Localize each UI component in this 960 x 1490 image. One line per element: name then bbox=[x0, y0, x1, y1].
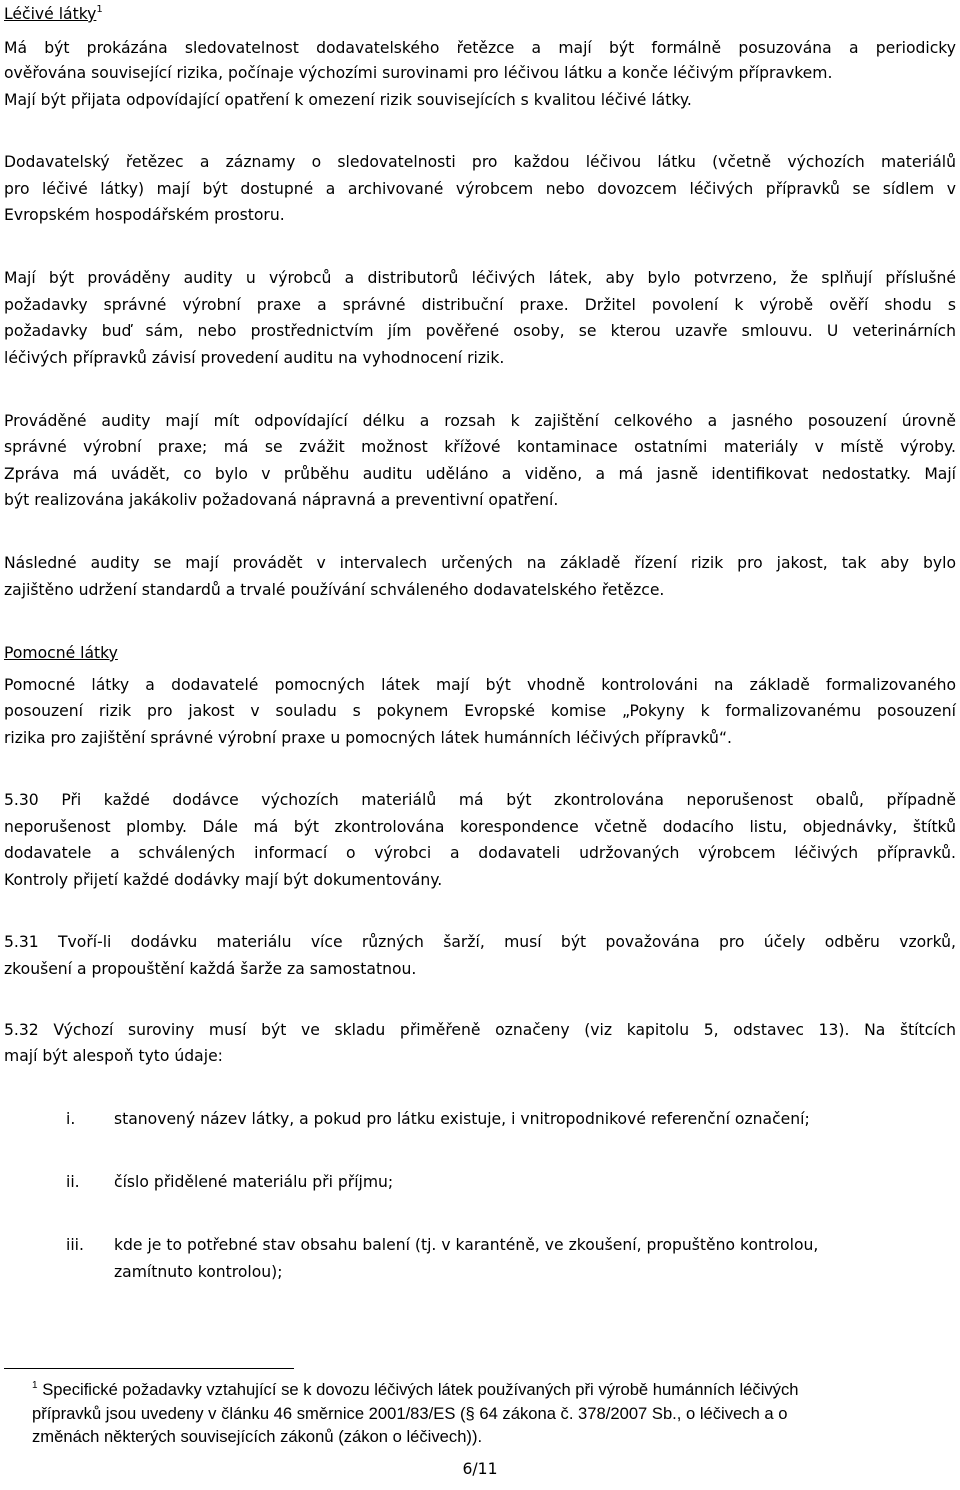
list-item-number: iii. bbox=[66, 1236, 84, 1254]
paragraph-line: Pomocné látky a dodavatelé pomocných látek mají být vhodně kontrolováni na základě formalizovaného bbox=[4, 676, 956, 694]
paragraph-line: být realizována jakákoliv požadovaná nápravná a preventivní opatření. bbox=[4, 491, 559, 509]
clause-5-32-line: mají být alespoň tyto údaje: bbox=[4, 1047, 223, 1065]
section-heading-active-substances bbox=[4, 4, 956, 24]
footnote-line: změnách některých souvisejících zákonů (zákon o léčivech)). bbox=[32, 1427, 483, 1446]
list-item-text: zamítnuto kontrolou); bbox=[114, 1263, 283, 1281]
page-number: 6/11 bbox=[462, 1460, 498, 1478]
clause-5-31-line: 5.31 Tvoří-li dodávku materiálu více různých šarží, musí být považována pro účely odběru vzorků, bbox=[4, 933, 956, 951]
clause-5-30-line: dodavatele a schválených informací o výrobci a dodavateli udržovaných výrobcem léčivých přípravků. bbox=[4, 844, 956, 862]
paragraph-line: Zpráva má uvádět, co bylo v průběhu auditu uděláno a viděno, a má jasně identifikovat nedostatky. Mají bbox=[4, 465, 956, 483]
paragraph-line: léčivých přípravků závisí provedení auditu na vyhodnocení rizik. bbox=[4, 349, 505, 367]
section-heading-excipients bbox=[4, 643, 956, 663]
heading-text: Léčivé látky bbox=[4, 5, 97, 23]
list-item-text: stanovený název látky, a pokud pro látku existuje, i vnitropodnikové referenční označení; bbox=[114, 1110, 810, 1128]
paragraph-line: požadavky správné výrobní praxe a správné distribuční praxe. Držitel povolení k výrobě ověří shodu s bbox=[4, 296, 956, 314]
paragraph-line: posouzení rizik pro jakost v souladu s pokynem Evropské komise „Pokyny k formalizovanému posouzení bbox=[4, 702, 956, 720]
paragraph-line: Mají být prováděny audity u výrobců a distributorů léčivých látek, aby bylo potvrzeno, že splňují příslušné bbox=[4, 269, 956, 287]
list-item-number: ii. bbox=[66, 1173, 80, 1191]
paragraph-line: Evropském hospodářském prostoru. bbox=[4, 206, 285, 224]
clause-5-30-line: Kontroly přijetí každé dodávky mají být dokumentovány. bbox=[4, 871, 443, 889]
paragraph-line: Má být prokázána sledovatelnost dodavatelského řetězce a mají být formálně posuzována a periodicky bbox=[4, 39, 956, 57]
clause-5-31-line: zkoušení a propouštění každá šarže za samostatnou. bbox=[4, 960, 417, 978]
paragraph-line: pro léčivé látky) mají být dostupné a archivované výrobcem nebo dovozcem léčivých přípravků se sídlem v bbox=[4, 180, 956, 198]
footnote-separator bbox=[4, 1368, 294, 1369]
footnote-line bbox=[32, 1380, 956, 1400]
paragraph-line: rizika pro zajištění správné výrobní praxe u pomocných látek humánních léčivých přípravků“. bbox=[4, 729, 732, 747]
list-item bbox=[4, 1235, 956, 1255]
list-item bbox=[4, 1172, 956, 1192]
paragraph-line: zajištěno udržení standardů a trvalé používání schváleného dodavatelského řetězce. bbox=[4, 581, 665, 599]
footnote-ref: 1 bbox=[96, 4, 103, 15]
heading-text: Pomocné látky bbox=[4, 644, 118, 662]
paragraph-line: požadavky buď sám, nebo prostřednictvím jím pověřené osoby, se kterou uzavře smlouvu. U veterinárních bbox=[4, 322, 956, 340]
clause-5-30-line: 5.30 Při každé dodávce výchozích materiálů má být zkontrolována neporušenost obalů, případně bbox=[4, 791, 956, 809]
paragraph-line: Mají být přijata odpovídající opatření k omezení rizik souvisejících s kvalitou léčivé látky. bbox=[4, 91, 692, 109]
footnote-line: přípravků jsou uvedeny v článku 46 směrnice 2001/83/ES (§ 64 zákona č. 378/2007 Sb., o léčivech a o bbox=[32, 1404, 788, 1423]
paragraph-line: Následné audity se mají provádět v intervalech určených na základě řízení rizik pro jakost, tak aby bylo bbox=[4, 554, 956, 572]
clause-5-32-line: 5.32 Výchozí suroviny musí být ve skladu přiměřeně označeny (viz kapitolu 5, odstavec 13). Na štítcích bbox=[4, 1021, 956, 1039]
list-item-text: kde je to potřebné stav obsahu balení (tj. v karanténě, ve zkoušení, propuštěno kontrolou, bbox=[114, 1236, 819, 1254]
paragraph-line: správné výrobní praxe; má se zvážit možnost křížové kontaminace ostatními materiály v místě výroby. bbox=[4, 438, 956, 456]
paragraph-line: Prováděné audity mají mít odpovídající délku a rozsah k zajištění celkového a jasného posouzení úrovně bbox=[4, 412, 956, 430]
clause-5-30-line: neporušenost plomby. Dále má být zkontrolována korespondence včetně dodacího listu, objednávky, štítků bbox=[4, 818, 956, 836]
list-item-number: i. bbox=[66, 1110, 76, 1128]
paragraph-line: ověřována související rizika, počínaje výchozími surovinami pro léčivou látku a konče léčivým přípravkem. bbox=[4, 64, 833, 82]
list-item-text: číslo přidělené materiálu při příjmu; bbox=[114, 1173, 394, 1191]
paragraph-line: Dodavatelský řetězec a záznamy o sledovatelnosti pro každou léčivou látku (včetně výchozích materiálů bbox=[4, 153, 956, 171]
footnote-text: Specifické požadavky vztahující se k dovozu léčivých látek používaných při výrobě humánních léčivých bbox=[42, 1380, 799, 1399]
list-item-continuation bbox=[4, 1262, 956, 1282]
list-item bbox=[4, 1109, 956, 1129]
footnote-number: 1 bbox=[32, 1380, 38, 1391]
